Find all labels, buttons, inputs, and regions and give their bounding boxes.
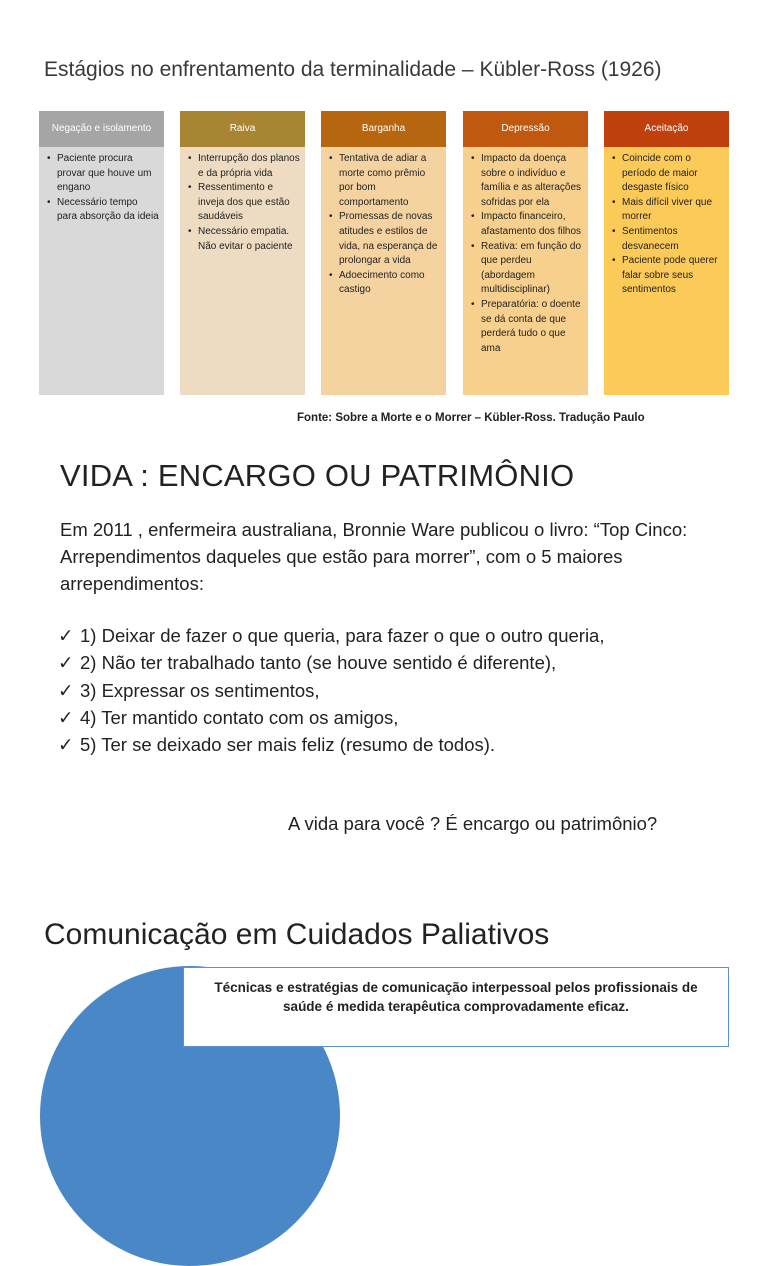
slide3-title: Comunicação em Cuidados Paliativos <box>44 918 550 951</box>
stage-negacao <box>39 111 164 395</box>
regret-item <box>58 622 605 649</box>
stage-item: • Ressentimento e inveja dos que estão saudáveis <box>198 181 301 225</box>
stage-item: • Mais difícil viver que morrer <box>622 196 725 225</box>
regret-text: 1) Deixar de fazer o que queria, para fazer o que o outro queria, <box>80 625 605 646</box>
checkmark-icon: ✓ <box>58 706 74 728</box>
checkmark-icon: ✓ <box>58 625 74 646</box>
stage-barganha <box>321 111 446 395</box>
regret-text: 2) Não ter trabalhado tanto (se houve sentido é diferente), <box>80 652 557 674</box>
source-citation: Fonte: Sobre a Morte e o Morrer – Kübler-Ross. Tradução Paulo <box>297 412 645 424</box>
checkmark-icon: ✓ <box>58 652 74 674</box>
stage-aceitacao <box>604 111 729 395</box>
stage-item: • Impacto da doença sobre o indivíduo e família e as alterações sofridas por ela <box>481 152 584 210</box>
communication-box: Técnicas e estratégias de comunicação interpessoal pelos profissionais de saúde é medida terapêutica comprovadamente eficaz. <box>183 967 729 1047</box>
stage-item: • Reativa: em função do que perdeu (abordagem multidisciplinar) <box>481 240 584 298</box>
regret-item <box>58 677 605 704</box>
regret-item <box>58 704 605 731</box>
regret-item <box>58 649 605 676</box>
checkmark-icon: ✓ <box>58 679 74 701</box>
slide2-title: VIDA : ENCARGO OU PATRIMÔNIO <box>60 458 575 493</box>
stage-raiva <box>180 111 305 395</box>
stage-depressao <box>463 111 588 395</box>
stage-item: • Coincide com o período de maior desgaste físico <box>622 152 725 196</box>
stage-header: Depressão <box>463 111 588 147</box>
slide2-intro: Em 2011 , enfermeira australiana, Bronnie Ware publicou o livro: “Top Cinco: Arrependimentos daqueles que estão para morrer”, com o 5 maiores arrependimentos: <box>60 519 688 594</box>
stage-item: • Interrupção dos planos e da própria vida <box>198 152 301 181</box>
checkmark-icon: ✓ <box>58 734 74 756</box>
stage-body <box>604 147 729 395</box>
stage-item: • Tentativa de adiar a morte como prêmio por bom comportamento <box>339 152 442 210</box>
slide1-title: Estágios no enfrentamento da terminalidade – Kübler-Ross (1926) <box>44 58 662 81</box>
stage-body <box>463 147 588 395</box>
regret-text: 5) Ter se deixado ser mais feliz (resumo de todos). <box>80 734 496 756</box>
stage-item: • Necessário tempo para absorção da ideia <box>57 196 160 225</box>
stage-item: • Adoecimento como castigo <box>339 269 442 298</box>
regret-item <box>58 731 605 758</box>
regret-text: 4) Ter mantido contato com os amigos, <box>80 706 399 728</box>
stage-item: • Paciente pode querer falar sobre seus sentimentos <box>622 254 725 298</box>
regrets-list <box>58 622 605 758</box>
stage-header: Negação e isolamento <box>39 111 164 147</box>
regret-text: 3) Expressar os sentimentos, <box>80 679 320 701</box>
stage-body <box>180 147 305 395</box>
stage-item: • Necessário empatia. Não evitar o paciente <box>198 225 301 254</box>
stage-item: • Paciente procura provar que houve um engano <box>57 152 160 196</box>
stage-header: Raiva <box>180 111 305 147</box>
stage-header: Aceitação <box>604 111 729 147</box>
stage-item: • Preparatória: o doente se dá conta de que perderá tudo o que ama <box>481 298 584 356</box>
stage-body <box>321 147 446 395</box>
stage-header: Barganha <box>321 111 446 147</box>
stage-item: • Impacto financeiro, afastamento dos filhos <box>481 210 584 239</box>
stage-body <box>39 147 164 395</box>
slide2-question: A vida para você ? É encargo ou patrimônio? <box>288 813 658 834</box>
stage-item: • Promessas de novas atitudes e estilos de vida, na esperança de prolongar a vida <box>339 210 442 268</box>
stage-item: • Sentimentos desvanecem <box>622 225 725 254</box>
